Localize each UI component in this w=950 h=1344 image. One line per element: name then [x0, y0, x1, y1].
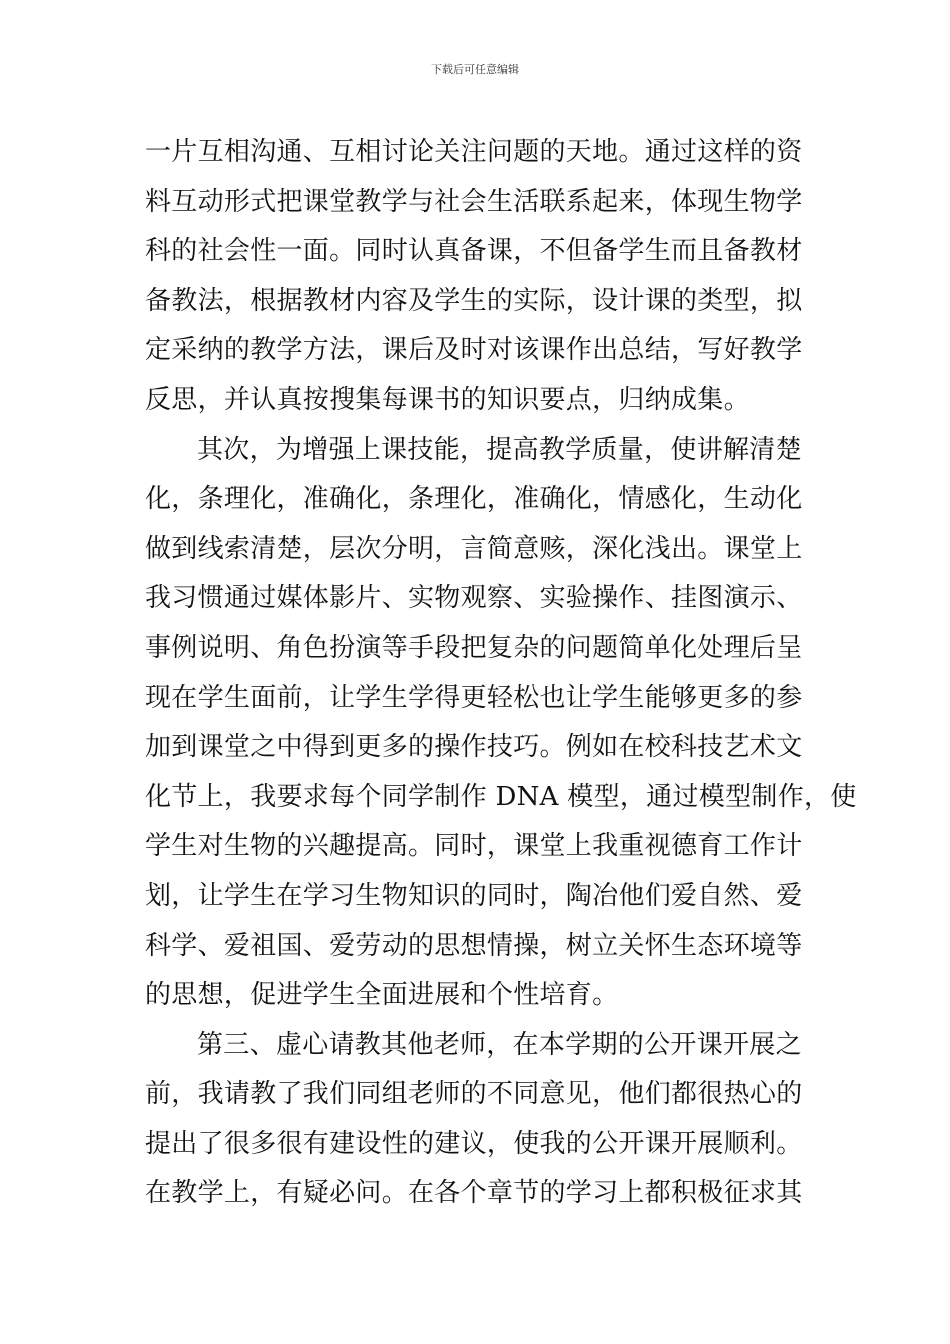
text-line: 一片互相沟通、互相讨论关注问题的天地。通过这样的资 [145, 137, 803, 167]
text-line: 在教学上，有疑必问。在各个章节的学习上都积极征求其 [145, 1178, 803, 1209]
text-line: 备教法，根据教材内容及学生的实际，设计课的类型，拟 [145, 285, 803, 316]
text-line: 做到线索清楚，层次分明，言简意赅，深化浅出。课堂上 [145, 533, 803, 564]
text-line: 定采纳的教学方法，课后及时对该课作出总结，写好教学 [145, 335, 803, 366]
text-line: 化，条理化，准确化，条理化，准确化，情感化，生动化 [145, 484, 803, 515]
text-line: 反思，并认真按搜集每课书的知识要点，归纳成集。 [145, 384, 750, 415]
text-line: 事例说明、角色扮演等手段把复杂的问题简单化处理后呈 [145, 632, 803, 663]
text-line: 科学、爱祖国、爱劳动的思想情操，树立关怀生态环境等 [145, 930, 803, 961]
paragraph-first-line: 其次，为增强上课技能，提高教学质量，使讲解清楚 [197, 434, 802, 465]
text-line: 前，我请教了我们同组老师的不同意见，他们都很热心的 [145, 1079, 803, 1110]
text-line: 料互动形式把课堂教学与社会生活联系起来，体现生物学 [145, 186, 803, 217]
text-line: 科的社会性一面。同时认真备课，不但备学生而且备教材 [145, 236, 803, 267]
text-line: 的思想，促进学生全面进展和个性培育。 [145, 980, 619, 1011]
text-line: 现在学生面前，让学生学得更轻松也让学生能够更多的参 [145, 682, 803, 713]
text-line: 划，让学生在学习生物知识的同时，陶冶他们爱自然、爱 [145, 880, 803, 911]
text-line: 加到课堂之中得到更多的操作技巧。例如在校科技艺术文 [145, 732, 803, 763]
paragraph-first-line: 第三、虚心请教其他老师，在本学期的公开课开展之 [197, 1029, 802, 1060]
text-line: 化节上，我要求每个同学制作 DNA 模型，通过模型制作，使 [145, 781, 857, 812]
page-header: 下载后可任意编辑 [431, 63, 519, 76]
text-line: 学生对生物的兴趣提高。同时，课堂上我重视德育工作计 [145, 831, 803, 862]
document-body [145, 128, 857, 1219]
text-line: 我习惯通过媒体影片、实物观察、实验操作、挂图演示、 [145, 583, 803, 614]
text-line: 提出了很多很有建设性的建议，使我的公开课开展顺利。 [145, 1128, 803, 1159]
